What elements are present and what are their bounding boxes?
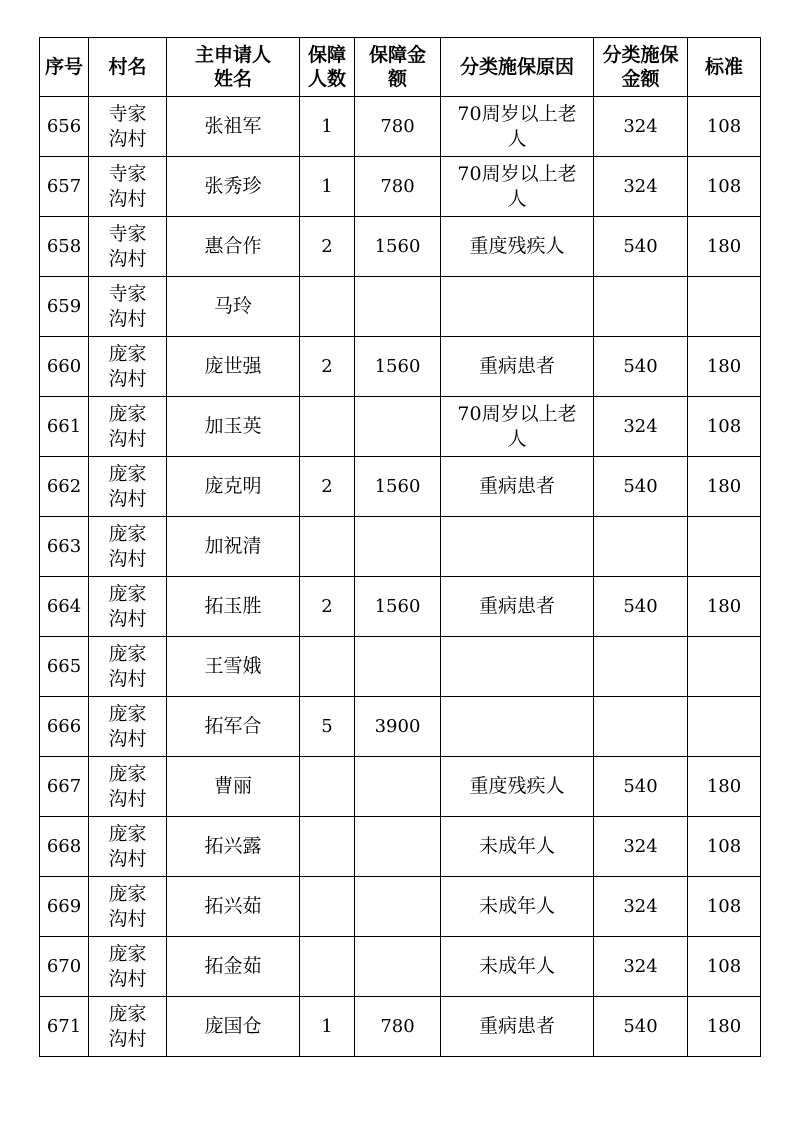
cell-seq: 668 [40, 817, 89, 877]
cell-amount [355, 877, 441, 937]
village-text: 庞家沟村 [108, 642, 147, 690]
table-row [40, 97, 761, 157]
cell-class-amount: 324 [594, 877, 688, 937]
cell-reason [441, 697, 594, 757]
table-row [40, 877, 761, 937]
header-amount-label: 保障金额 [368, 44, 426, 90]
cell-amount [355, 277, 441, 337]
cell-class-amount: 540 [594, 457, 688, 517]
table-row [40, 937, 761, 997]
cell-seq: 667 [40, 757, 89, 817]
cell-standard [688, 277, 761, 337]
cell-village [89, 757, 167, 817]
cell-village [89, 397, 167, 457]
cell-amount [355, 637, 441, 697]
cell-village [89, 697, 167, 757]
cell-persons [300, 937, 355, 997]
table-row [40, 997, 761, 1057]
cell-amount: 1560 [355, 457, 441, 517]
cell-name: 拓军合 [167, 697, 300, 757]
table-row [40, 157, 761, 217]
cell-standard [688, 697, 761, 757]
cell-reason [441, 937, 594, 997]
reason-text: 70周岁以上老人 [457, 102, 577, 150]
cell-seq: 665 [40, 637, 89, 697]
cell-village [89, 637, 167, 697]
cell-standard: 180 [688, 577, 761, 637]
table-row [40, 577, 761, 637]
cell-class-amount: 324 [594, 97, 688, 157]
cell-amount: 780 [355, 157, 441, 217]
cell-reason [441, 457, 594, 517]
table-row [40, 817, 761, 877]
cell-class-amount: 540 [594, 997, 688, 1057]
table-row [40, 517, 761, 577]
header-class-amount-label: 分类施保金额 [602, 44, 679, 90]
cell-class-amount: 324 [594, 397, 688, 457]
cell-name: 拓兴茹 [167, 877, 300, 937]
cell-class-amount: 540 [594, 757, 688, 817]
cell-standard: 108 [688, 97, 761, 157]
village-text: 庞家沟村 [108, 822, 147, 870]
cell-seq: 669 [40, 877, 89, 937]
cell-village [89, 577, 167, 637]
table-row [40, 397, 761, 457]
cell-reason [441, 337, 594, 397]
header-class-amount [594, 38, 688, 97]
cell-reason [441, 637, 594, 697]
header-village: 村名 [89, 38, 167, 97]
reason-text: 重度残疾人 [469, 235, 565, 257]
cell-seq: 658 [40, 217, 89, 277]
cell-name: 马玲 [167, 277, 300, 337]
cell-name: 庞克明 [167, 457, 300, 517]
cell-persons [300, 517, 355, 577]
cell-reason [441, 397, 594, 457]
cell-standard: 108 [688, 157, 761, 217]
table-row [40, 337, 761, 397]
village-text: 庞家沟村 [108, 462, 147, 510]
village-text: 庞家沟村 [108, 402, 147, 450]
cell-class-amount: 324 [594, 817, 688, 877]
cell-persons [300, 637, 355, 697]
header-row [40, 38, 761, 97]
cell-reason [441, 217, 594, 277]
cell-name: 拓玉胜 [167, 577, 300, 637]
cell-amount [355, 937, 441, 997]
village-text: 庞家沟村 [108, 702, 147, 750]
cell-amount: 1560 [355, 217, 441, 277]
cell-name: 曹丽 [167, 757, 300, 817]
cell-name: 加玉英 [167, 397, 300, 457]
cell-class-amount: 540 [594, 217, 688, 277]
village-text: 庞家沟村 [108, 522, 147, 570]
cell-seq: 663 [40, 517, 89, 577]
cell-amount [355, 517, 441, 577]
cell-persons: 2 [300, 577, 355, 637]
reason-text: 重病患者 [478, 1015, 555, 1037]
header-standard: 标准 [688, 38, 761, 97]
cell-seq: 664 [40, 577, 89, 637]
cell-persons [300, 817, 355, 877]
table-row [40, 217, 761, 277]
cell-amount: 1560 [355, 337, 441, 397]
village-text: 庞家沟村 [108, 342, 147, 390]
cell-name: 张祖军 [167, 97, 300, 157]
cell-class-amount: 540 [594, 337, 688, 397]
cell-village [89, 97, 167, 157]
cell-seq: 670 [40, 937, 89, 997]
cell-persons: 2 [300, 217, 355, 277]
cell-seq: 660 [40, 337, 89, 397]
reason-text: 70周岁以上老人 [457, 162, 577, 210]
cell-village [89, 937, 167, 997]
table-body [40, 97, 761, 1057]
cell-standard: 108 [688, 937, 761, 997]
village-text: 寺家沟村 [108, 222, 147, 270]
cell-name: 惠合作 [167, 217, 300, 277]
cell-amount [355, 817, 441, 877]
cell-seq: 657 [40, 157, 89, 217]
cell-amount [355, 757, 441, 817]
reason-text: 重病患者 [478, 355, 555, 377]
cell-standard: 180 [688, 457, 761, 517]
cell-seq: 656 [40, 97, 89, 157]
header-amount [355, 38, 441, 97]
reason-text: 未成年人 [478, 895, 555, 917]
cell-village [89, 817, 167, 877]
cell-class-amount: 324 [594, 157, 688, 217]
cell-amount: 780 [355, 997, 441, 1057]
cell-standard: 180 [688, 337, 761, 397]
header-persons [300, 38, 355, 97]
cell-name: 加祝清 [167, 517, 300, 577]
reason-text: 重病患者 [478, 595, 555, 617]
header-applicant-label: 主申请人姓名 [194, 44, 271, 90]
reason-text: 重度残疾人 [469, 775, 565, 797]
cell-reason [441, 97, 594, 157]
cell-reason [441, 997, 594, 1057]
cell-standard: 180 [688, 217, 761, 277]
cell-amount: 1560 [355, 577, 441, 637]
village-text: 寺家沟村 [108, 102, 147, 150]
cell-village [89, 157, 167, 217]
village-text: 庞家沟村 [108, 942, 147, 990]
cell-village [89, 457, 167, 517]
cell-reason [441, 517, 594, 577]
cell-reason [441, 877, 594, 937]
cell-reason [441, 277, 594, 337]
cell-amount [355, 397, 441, 457]
cell-persons: 5 [300, 697, 355, 757]
cell-seq: 661 [40, 397, 89, 457]
cell-persons: 1 [300, 97, 355, 157]
village-text: 庞家沟村 [108, 762, 147, 810]
table-row [40, 637, 761, 697]
cell-reason [441, 157, 594, 217]
reason-text: 重病患者 [478, 475, 555, 497]
cell-name: 张秀珍 [167, 157, 300, 217]
cell-standard: 108 [688, 877, 761, 937]
table-row [40, 457, 761, 517]
reason-text: 未成年人 [478, 835, 555, 857]
cell-standard: 180 [688, 757, 761, 817]
cell-class-amount [594, 697, 688, 757]
cell-class-amount: 540 [594, 577, 688, 637]
cell-persons [300, 757, 355, 817]
cell-name: 庞国仓 [167, 997, 300, 1057]
cell-persons [300, 877, 355, 937]
cell-class-amount [594, 637, 688, 697]
cell-seq: 671 [40, 997, 89, 1057]
header-reason: 分类施保原因 [441, 38, 594, 97]
cell-seq: 662 [40, 457, 89, 517]
reason-text: 70周岁以上老人 [457, 402, 577, 450]
cell-village [89, 217, 167, 277]
cell-village [89, 997, 167, 1057]
cell-persons [300, 277, 355, 337]
cell-village [89, 517, 167, 577]
cell-standard: 108 [688, 397, 761, 457]
cell-name: 拓兴露 [167, 817, 300, 877]
cell-persons: 1 [300, 157, 355, 217]
cell-standard: 180 [688, 997, 761, 1057]
cell-persons: 2 [300, 337, 355, 397]
cell-village [89, 877, 167, 937]
cell-standard [688, 637, 761, 697]
table-row [40, 697, 761, 757]
cell-seq: 666 [40, 697, 89, 757]
subsidy-table [39, 37, 761, 1057]
cell-name: 庞世强 [167, 337, 300, 397]
cell-name: 王雪娥 [167, 637, 300, 697]
cell-reason [441, 757, 594, 817]
cell-persons [300, 397, 355, 457]
village-text: 寺家沟村 [108, 162, 147, 210]
cell-name: 拓金茹 [167, 937, 300, 997]
cell-standard: 108 [688, 817, 761, 877]
village-text: 庞家沟村 [108, 882, 147, 930]
cell-village [89, 337, 167, 397]
cell-persons: 1 [300, 997, 355, 1057]
cell-amount: 3900 [355, 697, 441, 757]
header-seq: 序号 [40, 38, 89, 97]
village-text: 庞家沟村 [108, 1002, 147, 1050]
cell-class-amount [594, 517, 688, 577]
cell-reason [441, 577, 594, 637]
table-row [40, 277, 761, 337]
header-applicant [167, 38, 300, 97]
cell-class-amount: 324 [594, 937, 688, 997]
village-text: 庞家沟村 [108, 582, 147, 630]
cell-seq: 659 [40, 277, 89, 337]
village-text: 寺家沟村 [108, 282, 147, 330]
cell-persons: 2 [300, 457, 355, 517]
reason-text: 未成年人 [478, 955, 555, 977]
cell-class-amount [594, 277, 688, 337]
cell-reason [441, 817, 594, 877]
table-row [40, 757, 761, 817]
header-persons-label: 保障人数 [307, 44, 346, 90]
cell-standard [688, 517, 761, 577]
cell-amount: 780 [355, 97, 441, 157]
cell-village [89, 277, 167, 337]
